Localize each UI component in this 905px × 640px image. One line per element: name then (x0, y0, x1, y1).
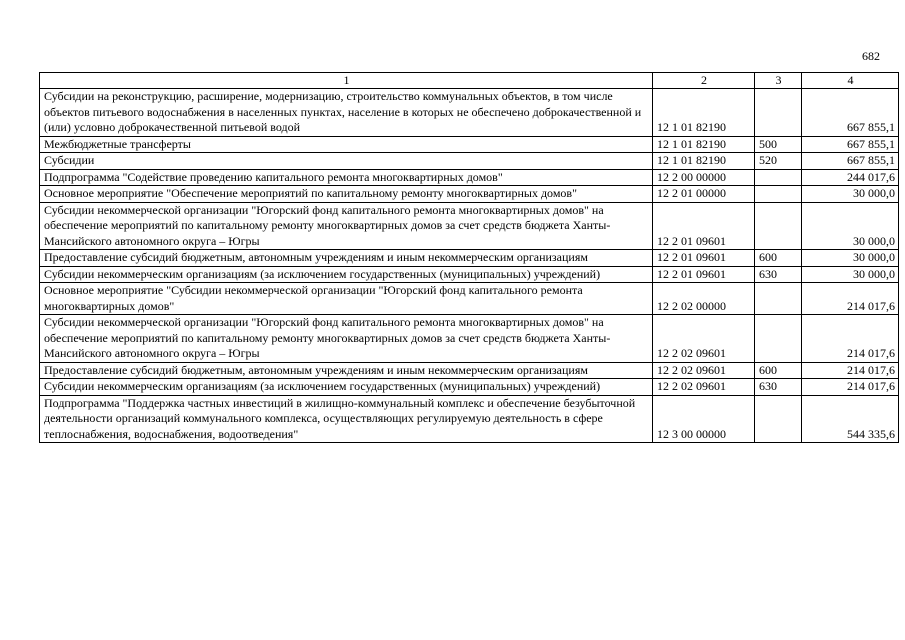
table-row (40, 186, 899, 203)
row-vr-cell: 600 (755, 362, 802, 379)
row-sum-cell: 667 855,1 (802, 89, 899, 137)
row-name-cell: Субсидии (40, 153, 653, 170)
table-row (40, 283, 899, 315)
row-sum-cell: 214 017,6 (802, 315, 899, 363)
budget-table (39, 72, 899, 443)
row-csr-cell: 12 2 02 00000 (653, 283, 755, 315)
table-row (40, 136, 899, 153)
row-name-cell: Субсидии на реконструкцию, расширение, модернизацию, строительство коммунальных объектов, в том числе объектов питьевого водоснабжения в населенных пунктах, население в которых не обеспечено доброкачественной и (или) условно доброкачественной питьевой водой (40, 89, 653, 137)
row-csr-cell: 12 1 01 82190 (653, 153, 755, 170)
row-sum-cell: 30 000,0 (802, 186, 899, 203)
row-name-cell: Основное мероприятие "Субсидии некоммерческой организации "Югорский фонд капитального ремонта многоквартирных домов" (40, 283, 653, 315)
table-row (40, 153, 899, 170)
row-sum-cell: 30 000,0 (802, 202, 899, 250)
row-csr-cell: 12 3 00 00000 (653, 395, 755, 443)
row-csr-cell: 12 2 01 09601 (653, 202, 755, 250)
row-name-cell: Предоставление субсидий бюджетным, автономным учреждениям и иным некоммерческим организациям (40, 362, 653, 379)
row-vr-cell (755, 89, 802, 137)
column-header-name: 1 (40, 73, 653, 89)
row-name-cell: Подпрограмма "Поддержка частных инвестиций в жилищно-коммунальный комплекс и обеспечение безубыточной деятельности организаций коммунального комплекса, осуществляющих регулируемую деятельность в сфере теплоснабжения, водоснабжения, водоотведения" (40, 395, 653, 443)
table-row (40, 169, 899, 186)
row-sum-cell: 30 000,0 (802, 266, 899, 283)
row-name-cell: Субсидии некоммерческой организации "Югорский фонд капитального ремонта многоквартирных домов" на обеспечение мероприятий по капитальному ремонту многоквартирных домов за счет средств бюджета Ханты-Мансийского автономного округа – Югры (40, 202, 653, 250)
row-csr-cell: 12 2 01 00000 (653, 186, 755, 203)
row-name-cell: Подпрограмма "Содействие проведению капитального ремонта многоквартирных домов" (40, 169, 653, 186)
row-vr-cell: 630 (755, 379, 802, 396)
row-vr-cell: 630 (755, 266, 802, 283)
table-header-row (40, 73, 899, 89)
row-csr-cell: 12 1 01 82190 (653, 136, 755, 153)
table-row (40, 362, 899, 379)
row-name-cell: Субсидии некоммерческим организациям (за исключением государственных (муниципальных) учреждений) (40, 266, 653, 283)
table-row (40, 202, 899, 250)
row-vr-cell (755, 186, 802, 203)
row-csr-cell: 12 2 00 00000 (653, 169, 755, 186)
row-name-cell: Предоставление субсидий бюджетным, автономным учреждениям и иным некоммерческим организациям (40, 250, 653, 267)
row-name-cell: Субсидии некоммерческой организации "Югорский фонд капитального ремонта многоквартирных домов" на обеспечение мероприятий по капитальному ремонту многоквартирных домов за счет средств бюджета Ханты-Мансийского автономного округа – Югры (40, 315, 653, 363)
row-vr-cell (755, 395, 802, 443)
row-csr-cell: 12 2 01 09601 (653, 250, 755, 267)
row-csr-cell: 12 1 01 82190 (653, 89, 755, 137)
row-sum-cell: 244 017,6 (802, 169, 899, 186)
table-row (40, 395, 899, 443)
row-sum-cell: 544 335,6 (802, 395, 899, 443)
row-csr-cell: 12 2 02 09601 (653, 362, 755, 379)
table-row (40, 266, 899, 283)
row-sum-cell: 214 017,6 (802, 283, 899, 315)
row-name-cell: Межбюджетные трансферты (40, 136, 653, 153)
row-sum-cell: 214 017,6 (802, 362, 899, 379)
row-name-cell: Субсидии некоммерческим организациям (за исключением государственных (муниципальных) учреждений) (40, 379, 653, 396)
row-sum-cell: 214 017,6 (802, 379, 899, 396)
column-header-csr: 2 (653, 73, 755, 89)
row-vr-cell (755, 169, 802, 186)
row-csr-cell: 12 2 01 09601 (653, 266, 755, 283)
row-vr-cell (755, 202, 802, 250)
row-vr-cell: 500 (755, 136, 802, 153)
table-row (40, 250, 899, 267)
row-sum-cell: 667 855,1 (802, 153, 899, 170)
page-number: 682 (862, 49, 880, 63)
table-row (40, 315, 899, 363)
row-vr-cell: 600 (755, 250, 802, 267)
column-header-sum: 4 (802, 73, 899, 89)
table-row (40, 89, 899, 137)
row-csr-cell: 12 2 02 09601 (653, 315, 755, 363)
table-row (40, 379, 899, 396)
row-vr-cell (755, 315, 802, 363)
row-sum-cell: 30 000,0 (802, 250, 899, 267)
row-csr-cell: 12 2 02 09601 (653, 379, 755, 396)
row-name-cell: Основное мероприятие "Обеспечение мероприятий по капитальному ремонту многоквартирных домов" (40, 186, 653, 203)
row-vr-cell (755, 283, 802, 315)
row-sum-cell: 667 855,1 (802, 136, 899, 153)
row-vr-cell: 520 (755, 153, 802, 170)
column-header-vr: 3 (755, 73, 802, 89)
